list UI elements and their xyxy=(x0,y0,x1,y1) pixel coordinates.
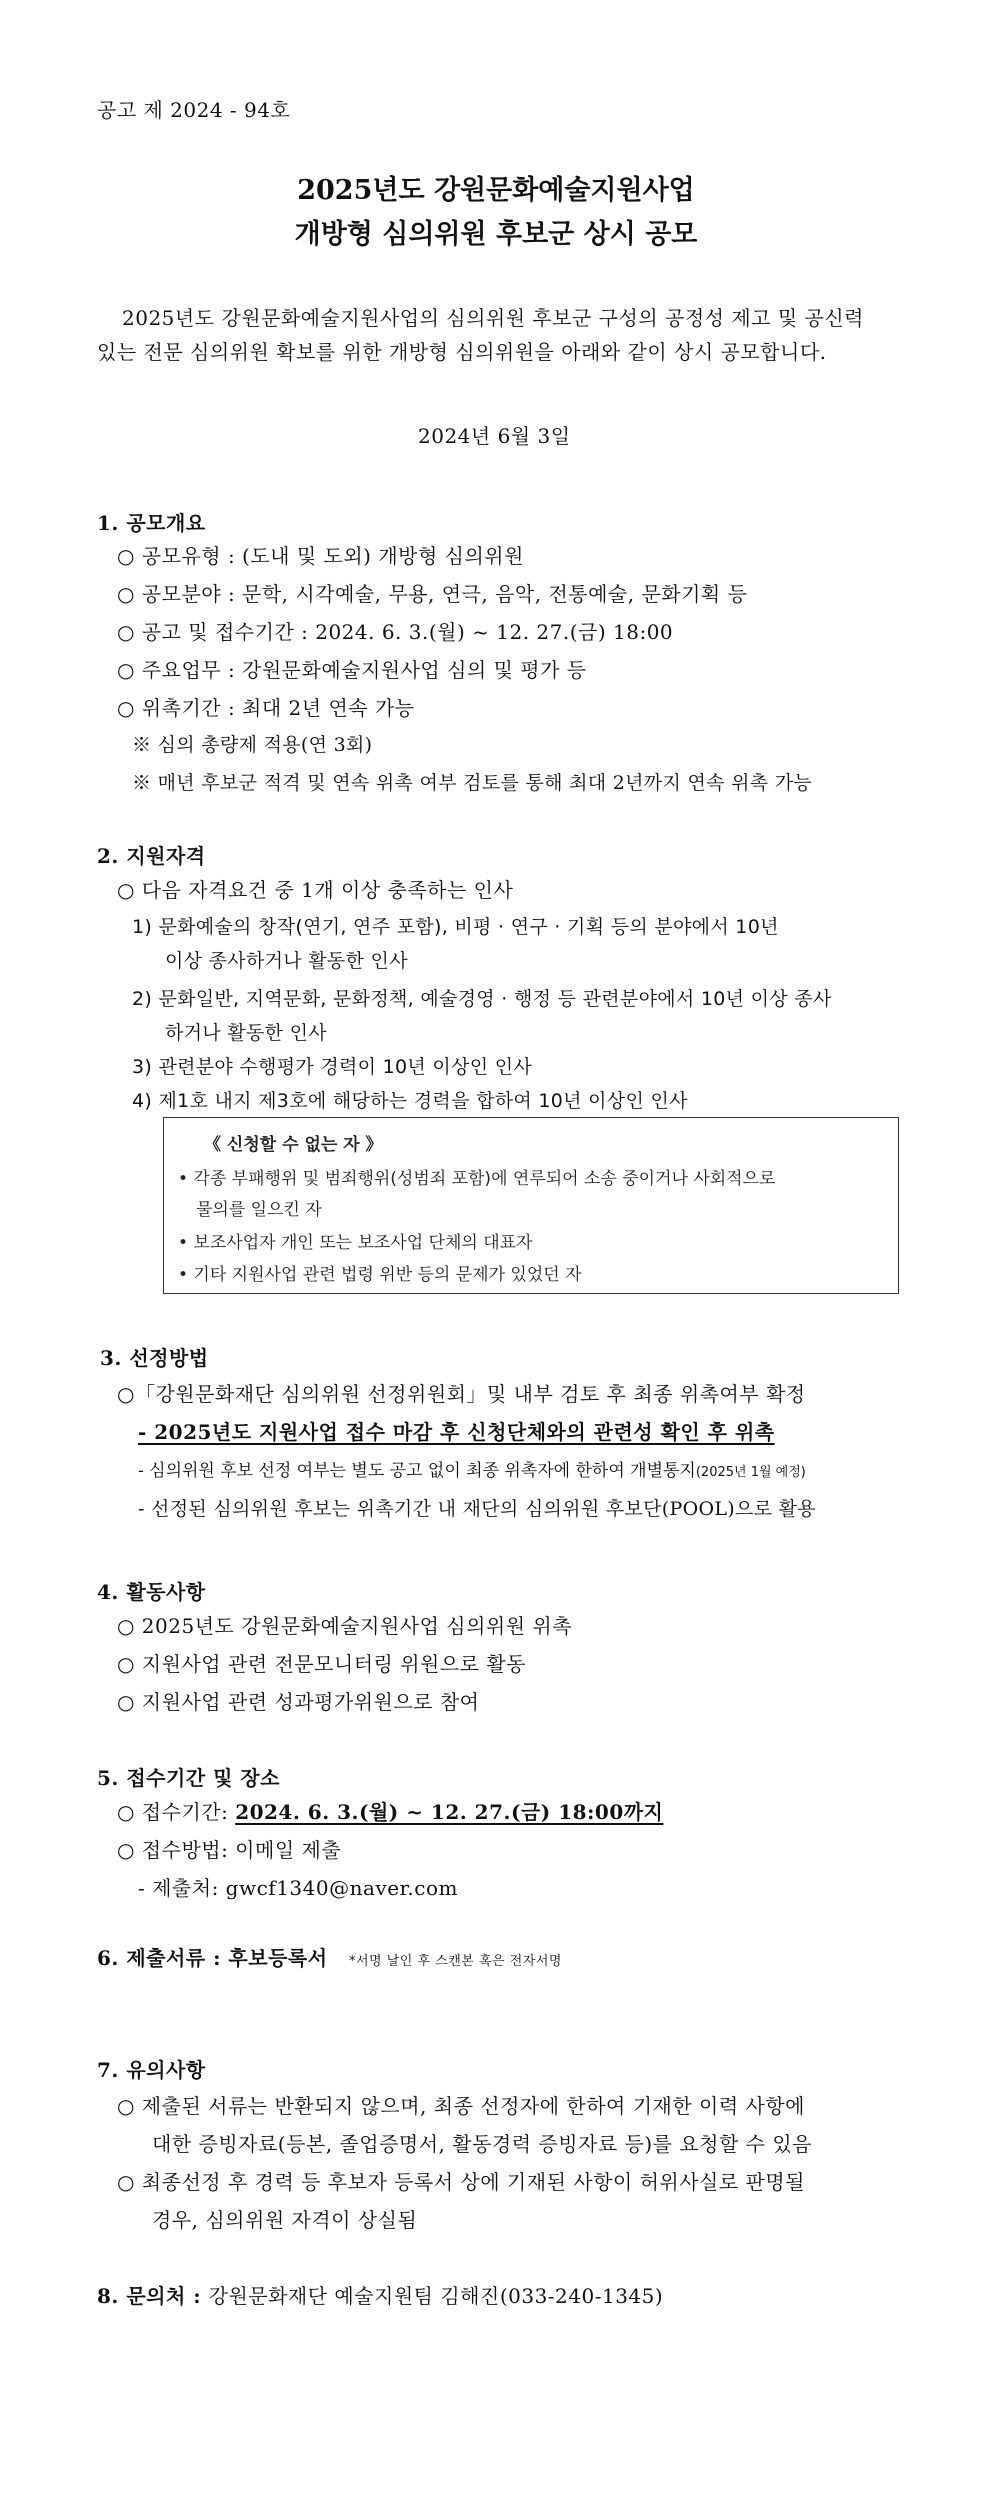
section4-item: ○ 지원사업 관련 전문모니터링 위원으로 활동 xyxy=(117,1652,526,1676)
section3-item: - 선정된 심의위원 후보는 위촉기간 내 재단의 심의위원 후보단(POOL)으로 활용 xyxy=(138,1498,816,1520)
section5-period-value: 2024. 6. 3.(월) ~ 12. 27.(금) 18:00까지 xyxy=(235,1800,664,1824)
section7-item: ○ 최종선정 후 경력 등 후보자 등록서 상에 기재된 사항이 허위사실로 판명될 xyxy=(117,2170,805,2194)
notice-number: 공고 제 2024 - 94호 xyxy=(97,98,291,122)
section5-period-label: ○ 접수기간: xyxy=(117,1800,236,1824)
section1-note: ※ 매년 후보군 적격 및 연속 위촉 여부 검토를 통해 최대 2년까지 연속 위촉 가능 xyxy=(132,772,813,794)
section3-item-note: (2025년 1월 예정) xyxy=(695,1465,806,1480)
section3-item xyxy=(138,1456,806,1481)
section1-item: ○ 공고 및 접수기간 : 2024. 6. 3.(월) ~ 12. 27.(금) 18:00 xyxy=(117,620,674,644)
section3-item-text: - 심의위원 후보 선정 여부는 별도 공고 없이 최종 위촉자에 한하여 개별통지 xyxy=(138,1461,696,1481)
section3-item-emphasis: - 2025년도 지원사업 접수 마감 후 신청단체와의 관련성 확인 후 위촉 xyxy=(138,1420,775,1444)
section2-heading: 2. 지원자격 xyxy=(97,844,206,868)
section1-heading: 1. 공모개요 xyxy=(97,511,206,535)
section7-heading: 7. 유의사항 xyxy=(97,2058,206,2082)
section5-submit-email: - 제출처: gwcf1340@naver.com xyxy=(138,1876,458,1900)
section2-lead: ○ 다음 자격요건 중 1개 이상 충족하는 인사 xyxy=(117,878,514,902)
section6-note: *서명 날인 후 스캔본 혹은 전자서명 xyxy=(349,1954,562,1969)
section8-contact xyxy=(97,2280,663,2309)
section2-item-cont: 하거나 활동한 인사 xyxy=(165,1022,327,1044)
intro-line2: 있는 전문 심의위원 확보를 위한 개방형 심의위원을 아래와 같이 상시 공모합니다. xyxy=(97,340,827,364)
ineligible-box-title: 《 신청할 수 없는 자 》 xyxy=(204,1135,383,1155)
intro-line1: 2025년도 강원문화예술지원사업의 심의위원 후보군 구성의 공정성 제고 및 공신력 xyxy=(122,306,864,330)
section4-item: ○ 지원사업 관련 성과평가위원으로 참여 xyxy=(117,1690,480,1714)
section1-item: ○ 주요업무 : 강원문화예술지원사업 심의 및 평가 등 xyxy=(117,658,587,682)
section1-note: ※ 심의 총량제 적용(연 3회) xyxy=(132,734,373,756)
section8-heading: 8. 문의처 : xyxy=(97,2284,209,2308)
section2-item: 2) 문화일반, 지역문화, 문화정책, 예술경영 · 행정 등 관련분야에서 10년 이상 종사 xyxy=(132,988,832,1010)
section7-item-cont: 경우, 심의위원 자격이 상실됨 xyxy=(152,2208,418,2232)
section7-item: ○ 제출된 서류는 반환되지 않으며, 최종 선정자에 한하여 기재한 이력 사항에 xyxy=(117,2094,805,2118)
ineligible-item: • 기타 지원사업 관련 법령 위반 등의 문제가 있었던 자 xyxy=(178,1265,582,1285)
section1-item: ○ 공모유형 : (도내 및 도외) 개방형 심의위원 xyxy=(117,544,524,568)
section2-item: 1) 문화예술의 창작(연기, 연주 포함), 비평 · 연구 · 기획 등의 분야에서 10년 xyxy=(132,916,779,938)
section1-item: ○ 공모분야 : 문학, 시각예술, 무용, 연극, 음악, 전통예술, 문화기획 등 xyxy=(117,582,748,606)
section3-lead: ○「강원문화재단 심의위원 선정위원회」및 내부 검토 후 최종 위촉여부 확정 xyxy=(117,1382,806,1406)
section2-item: 4) 제1호 내지 제3호에 해당하는 경력을 합하여 10년 이상인 인사 xyxy=(132,1090,688,1112)
section1-item: ○ 위촉기간 : 최대 2년 연속 가능 xyxy=(117,696,415,720)
section4-item: ○ 2025년도 강원문화예술지원사업 심의위원 위촉 xyxy=(117,1614,573,1638)
section7-item-cont: 대한 증빙자료(등본, 졸업증명서, 활동경력 증빙자료 등)를 요청할 수 있음 xyxy=(152,2132,812,2156)
notice-date: 2024년 6월 3일 xyxy=(418,424,571,448)
ineligible-item: • 각종 부패행위 및 범죄행위(성범죄 포함)에 연루되어 소송 중이거나 사회적으로 xyxy=(178,1169,776,1189)
section5-method: ○ 접수방법: 이메일 제출 xyxy=(117,1838,342,1862)
section2-item-cont: 이상 종사하거나 활동한 인사 xyxy=(165,950,408,972)
section2-item: 3) 관련분야 수행평가 경력이 10년 이상인 인사 xyxy=(132,1056,533,1078)
section4-heading: 4. 활동사항 xyxy=(97,1580,206,1604)
page-title-line2: 개방형 심의위원 후보군 상시 공모 xyxy=(294,219,698,250)
ineligible-item: • 보조사업자 개인 또는 보조사업 단체의 대표자 xyxy=(178,1233,533,1253)
ineligible-item-cont: 물의를 일으킨 자 xyxy=(196,1200,322,1220)
section5-period xyxy=(117,1796,663,1825)
page-title-line1: 2025년도 강원문화예술지원사업 xyxy=(297,175,695,206)
section8-value: 강원문화재단 예술지원팀 김해진(033-240-1345) xyxy=(208,2284,664,2308)
section3-heading: 3. 선정방법 xyxy=(100,1346,209,1370)
section6-heading-text: 6. 제출서류 : 후보등록서 xyxy=(97,1946,328,1970)
ineligible-box xyxy=(163,1117,899,1294)
section5-heading: 5. 접수기간 및 장소 xyxy=(97,1766,281,1790)
section6-heading xyxy=(97,1942,562,1971)
